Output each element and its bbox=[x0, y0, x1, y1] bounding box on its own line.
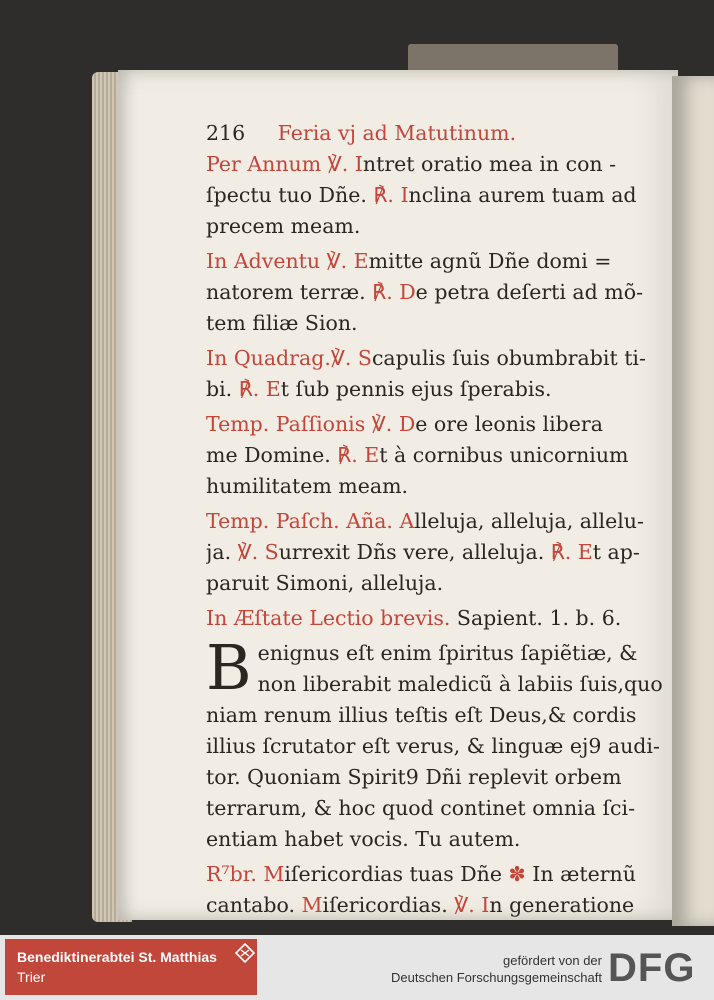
body-text: niam renum illius teſtis eſt Deus,& cordis bbox=[206, 703, 637, 727]
rubric-text: ℣. E bbox=[326, 249, 369, 273]
page-number: 216 bbox=[206, 121, 246, 145]
rubric-text: ℟. I bbox=[373, 183, 409, 207]
dropcap: B bbox=[206, 638, 252, 700]
text-line bbox=[206, 793, 666, 824]
funding-note bbox=[360, 952, 602, 986]
rubric-text: ℣. S bbox=[237, 540, 279, 564]
versicle-lines bbox=[206, 149, 666, 634]
cap-line: enignus eſt enim ſpiritus ſapiẽtiæ, & bbox=[257, 641, 638, 665]
institution-badge[interactable] bbox=[5, 939, 257, 995]
text-line bbox=[206, 700, 666, 731]
text-line bbox=[206, 603, 666, 634]
abbey-logo-icon bbox=[235, 943, 255, 963]
body-text: paruit Simoni, alleluja. bbox=[206, 571, 444, 595]
funding-line-2: Deutschen Forschungsgemeinschaft bbox=[390, 970, 602, 985]
text-line bbox=[206, 246, 666, 277]
body-text: illius ſcrutator eſt verus, & linguæ ej9 audi- bbox=[206, 734, 660, 758]
body-text: t à cornibus unicornium bbox=[379, 443, 629, 467]
rubric-text: Temp. Paſch. Aña. bbox=[206, 509, 400, 533]
rubric-text: In Quadrag. bbox=[206, 346, 331, 370]
rubric-text: ℟. E bbox=[550, 540, 593, 564]
body-text: tem filiæ Sion. bbox=[206, 311, 358, 335]
body-text: mitte agnũ Dñe domi = bbox=[368, 249, 612, 273]
body-text: Sapient. 1. b. 6. bbox=[456, 606, 622, 630]
body-text: iſericordias tuas Dñe bbox=[284, 862, 509, 886]
body-text: tor. Quoniam Spirit9 Dñi replevit orbem bbox=[206, 765, 622, 789]
cap-line: non liberabit maledicũ à labiis ſuis,quo bbox=[257, 672, 663, 696]
body-text: capulis ſuis obumbrabit ti- bbox=[371, 346, 646, 370]
text-line bbox=[206, 859, 666, 890]
institution-name: Benediktinerabtei St. Matthias bbox=[17, 949, 217, 965]
rubric-text: In Æſtate Lectio brevis. bbox=[206, 606, 457, 630]
text-line bbox=[206, 308, 666, 339]
text-line bbox=[206, 440, 666, 471]
text-line bbox=[206, 890, 666, 921]
body-text: bi. bbox=[206, 377, 239, 401]
rubric-text: ℣. bbox=[327, 152, 355, 176]
page-text bbox=[206, 118, 666, 921]
rubric-text: ✽ bbox=[508, 862, 533, 886]
text-line bbox=[206, 568, 666, 599]
text-line bbox=[206, 506, 666, 537]
body-text: t ſub pennis ejus ſperabis. bbox=[280, 377, 552, 401]
body-text: iſericordias. bbox=[322, 893, 455, 917]
rubric-text: In Adventu bbox=[206, 249, 327, 273]
page-heading: Feria vj ad Matutinum. bbox=[277, 121, 517, 145]
text-line bbox=[206, 824, 666, 855]
rubric-text: R⁷br. M bbox=[206, 862, 285, 886]
rubric-text: ℣. I bbox=[454, 893, 490, 917]
text-line bbox=[206, 343, 666, 374]
rubric-text: ℟. E bbox=[238, 377, 281, 401]
rubric-text: A bbox=[399, 509, 415, 533]
rubric-text: ℟. D bbox=[372, 280, 416, 304]
body-text: cantabo. bbox=[206, 893, 302, 917]
rubric-text: ℣. D bbox=[371, 412, 416, 436]
body-text: natorem terræ. bbox=[206, 280, 373, 304]
body-text: ſpectu tuo Dñe. bbox=[206, 183, 374, 207]
funding-line-1: gefördert von der bbox=[502, 953, 602, 968]
body-text: precem meam. bbox=[206, 214, 361, 238]
text-line bbox=[206, 409, 666, 440]
body-text: e petra deſerti ad mõ- bbox=[415, 280, 644, 304]
dfg-logo: DFG bbox=[608, 946, 696, 990]
text-line bbox=[206, 149, 666, 180]
text-line bbox=[206, 762, 666, 793]
lesson-lines bbox=[206, 700, 666, 921]
text-line bbox=[206, 471, 666, 502]
text-line bbox=[206, 537, 666, 568]
text-line bbox=[206, 211, 666, 242]
body-text: ntret oratio mea in con - bbox=[362, 152, 617, 176]
body-text: In æternũ bbox=[532, 862, 636, 886]
body-text: lleluja, alleluja, allelu- bbox=[414, 509, 644, 533]
rubric-text: ℟. E bbox=[337, 443, 380, 467]
rubric-text: Temp. Paſſionis bbox=[206, 412, 372, 436]
text-line bbox=[206, 277, 666, 308]
rubric-text: M bbox=[301, 893, 323, 917]
body-text: t ap- bbox=[592, 540, 640, 564]
rubric-text: Per Annum bbox=[206, 152, 328, 176]
body-text: me Domine. bbox=[206, 443, 338, 467]
body-text: urrexit Dñs vere, alleluja. bbox=[278, 540, 551, 564]
text-line bbox=[206, 731, 666, 762]
body-text: terrarum, & hoc quod continet omnia ſci- bbox=[206, 796, 636, 820]
body-text: nclina aurem tuam ad bbox=[408, 183, 637, 207]
rubric-text: ℣. S bbox=[330, 346, 372, 370]
body-text: n generatione bbox=[489, 893, 635, 917]
rubric-text: I bbox=[354, 152, 363, 176]
body-text: humilitatem meam. bbox=[206, 474, 409, 498]
body-text: entiam habet vocis. Tu autem. bbox=[206, 827, 521, 851]
institution-city: Trier bbox=[17, 969, 46, 985]
body-text: e ore leonis libera bbox=[415, 412, 603, 436]
lesson-dropcap-block bbox=[206, 638, 666, 700]
page-header bbox=[206, 118, 666, 149]
body-text: ja. bbox=[206, 540, 238, 564]
text-line bbox=[206, 374, 666, 405]
right-page-edge bbox=[672, 76, 714, 926]
text-line bbox=[206, 180, 666, 211]
